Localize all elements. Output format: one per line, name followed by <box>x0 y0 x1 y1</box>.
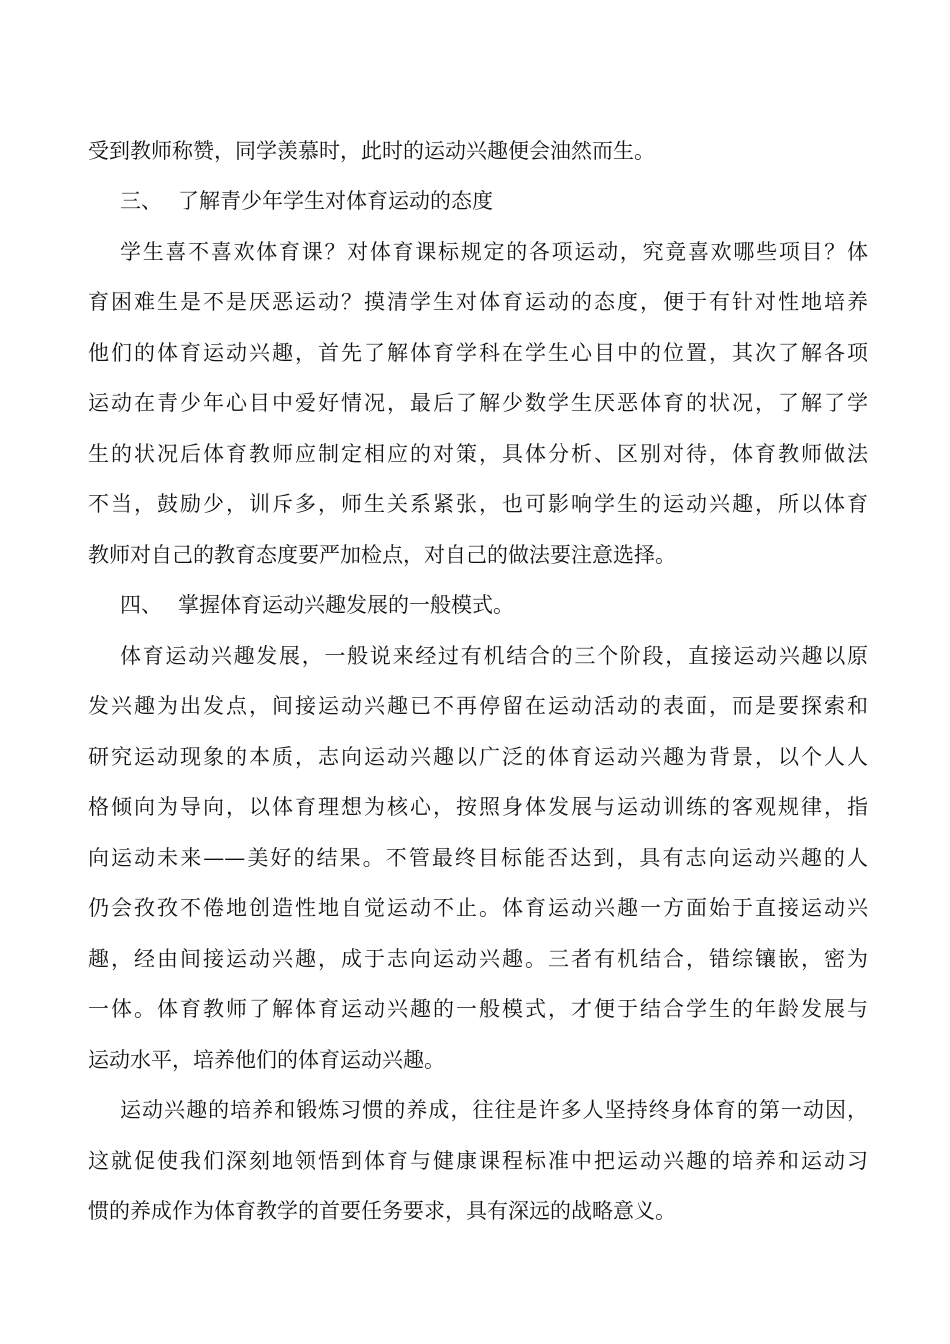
paragraph-line: 研究运动现象的本质，志向运动兴趣以广泛的体育运动兴趣为背景，以个人人 <box>88 745 868 769</box>
section-title: 掌握体育运动兴趣发展的一般模式。 <box>178 593 514 617</box>
section-heading-3 <box>120 187 868 215</box>
paragraph-line: 学生喜不喜欢体育课？对体育课标规定的各项运动，究竟喜欢哪些项目？体 <box>120 240 868 264</box>
paragraph-line: 育困难生是不是厌恶运动？摸清学生对体育运动的态度，便于有针对性地培养 <box>88 290 868 314</box>
section-number: 四、 <box>120 593 162 617</box>
paragraph-line: 他们的体育运动兴趣，首先了解体育学科在学生心目中的位置，其次了解各项 <box>88 341 868 365</box>
section-heading-4 <box>120 591 868 619</box>
paragraph-line: 运动在青少年心目中爱好情况，最后了解少数学生厌恶体育的状况，了解了学 <box>88 391 868 415</box>
paragraph-line: 这就促使我们深刻地领悟到体育与健康课程标准中把运动兴趣的培养和运动习 <box>88 1149 868 1173</box>
paragraph-line: 格倾向为导向，以体育理想为核心，按照身体发展与运动训练的客观规律，指 <box>88 795 868 819</box>
paragraph-line: 运动水平，培养他们的体育运动兴趣。 <box>88 1048 445 1072</box>
paragraph-line: 体育运动兴趣发展，一般说来经过有机结合的三个阶段，直接运动兴趣以原 <box>120 644 868 668</box>
paragraph-line: 生的状况后体育教师应制定相应的对策，具体分析、区别对待，体育教师做法 <box>88 442 868 466</box>
paragraph-line: 向运动未来——美好的结果。不管最终目标能否达到，具有志向运动兴趣的人 <box>88 846 868 870</box>
paragraph-line: 教师对自己的教育态度要严加检点，对自己的做法要注意选择。 <box>88 543 676 567</box>
section-number: 三、 <box>120 189 162 213</box>
paragraph-line: 运动兴趣的培养和锻炼习惯的养成，往往是许多人坚持终身体育的第一动因， <box>120 1098 868 1122</box>
section-title: 了解青少年学生对体育运动的态度 <box>178 189 493 213</box>
paragraph-line: 不当，鼓励少，训斥多，师生关系紧张，也可影响学生的运动兴趣，所以体育 <box>88 492 868 516</box>
paragraph-line: 仍会孜孜不倦地创造性地自觉运动不止。体育运动兴趣一方面始于直接运动兴 <box>88 896 868 920</box>
paragraph-line: 发兴趣为出发点，间接运动兴趣已不再停留在运动活动的表面，而是要探索和 <box>88 694 868 718</box>
paragraph-line: 惯的养成作为体育教学的首要任务要求，具有深远的战略意义。 <box>88 1199 676 1223</box>
paragraph-line: 受到教师称赞，同学羡慕时，此时的运动兴趣便会油然而生。 <box>88 139 655 163</box>
paragraph-line: 一体。体育教师了解体育运动兴趣的一般模式，才便于结合学生的年龄发展与 <box>88 997 868 1021</box>
paragraph-line: 趣，经由间接运动兴趣，成于志向运动兴趣。三者有机结合，错综镶嵌，密为 <box>88 947 868 971</box>
